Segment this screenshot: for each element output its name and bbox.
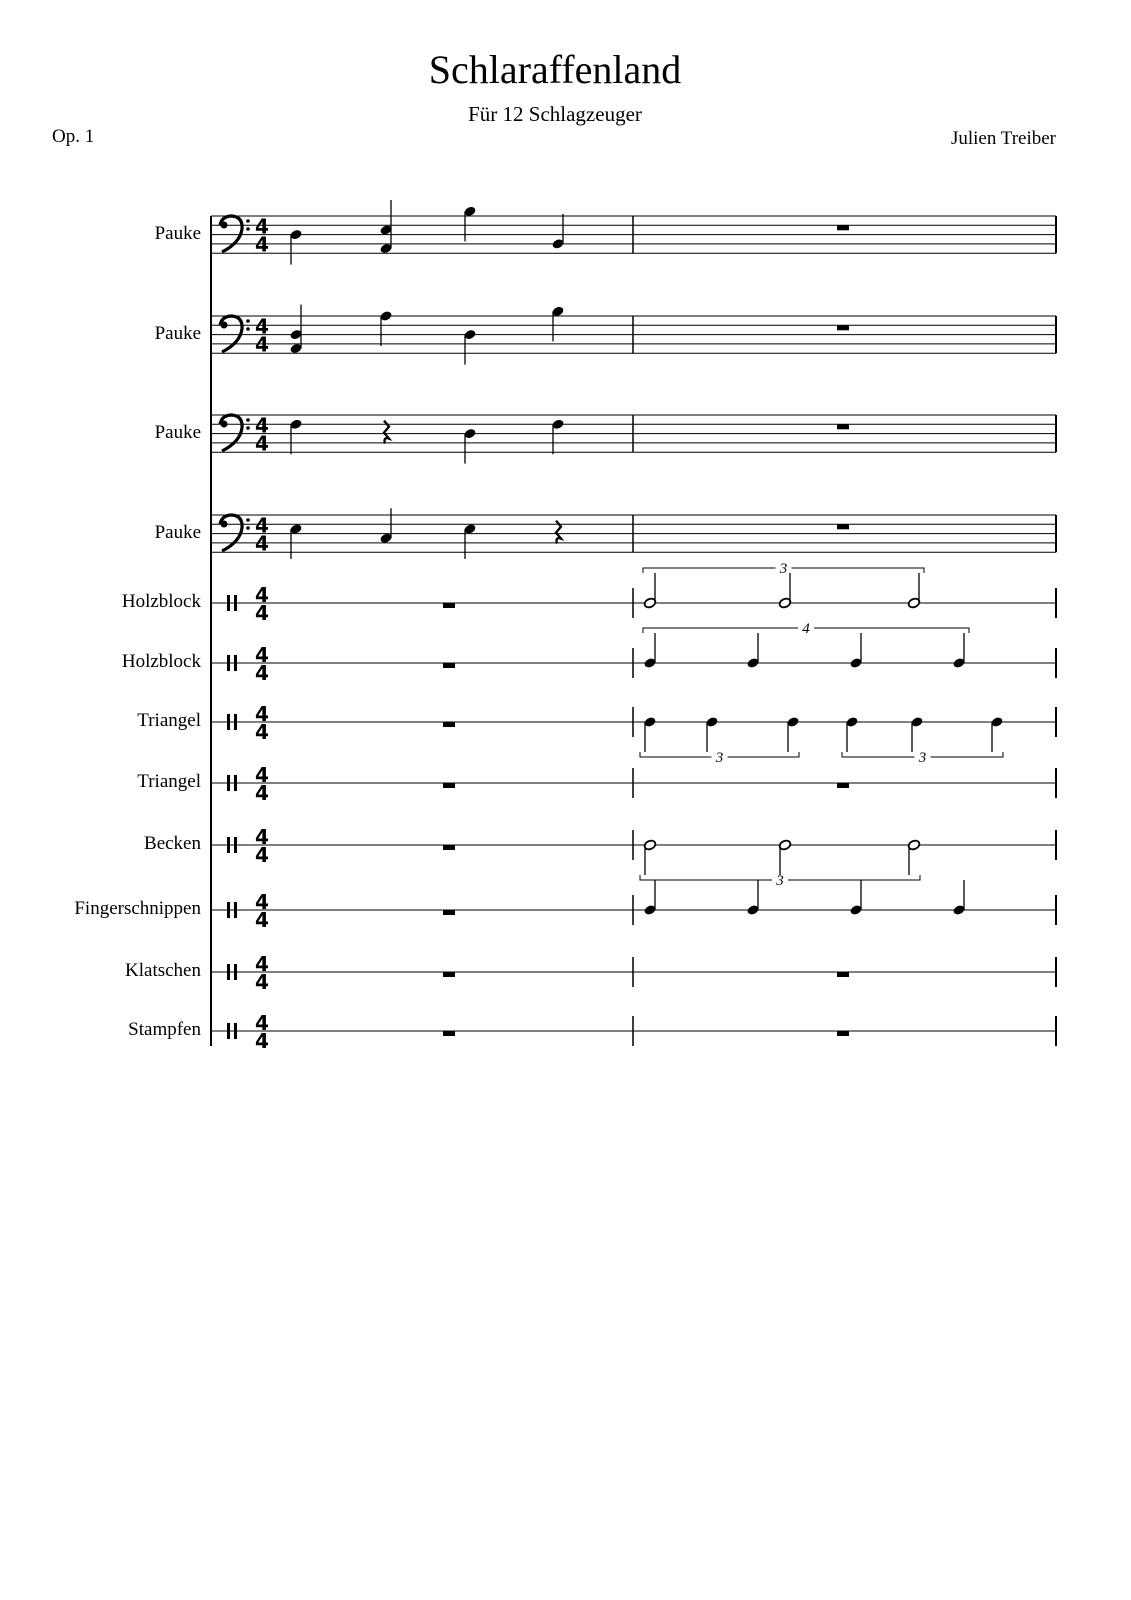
whole-rest (443, 972, 455, 977)
instrument-name: Pauke (154, 521, 201, 543)
time-signature-denominator: 4 (255, 720, 269, 744)
bass-clef-dot (221, 521, 228, 528)
percussion-clef-icon (227, 902, 230, 918)
whole-rest (837, 424, 849, 429)
time-signature-numerator: 4 (255, 702, 269, 726)
staff-5 (211, 561, 1056, 625)
score-subtitle: Für 12 Schlagzeuger (468, 102, 642, 126)
time-signature-numerator: 4 (255, 314, 269, 339)
time-signature-numerator: 4 (255, 643, 269, 667)
staff-10 (211, 880, 1056, 932)
tuplet-number: 3 (779, 561, 788, 577)
instrument-name: Becken (144, 833, 201, 854)
time-signature-numerator: 4 (255, 1011, 269, 1035)
percussion-clef-icon (234, 902, 237, 918)
time-signature-denominator: 4 (255, 661, 269, 685)
staff-3 (211, 414, 1056, 464)
bass-clef-icon (220, 316, 242, 352)
percussion-clef-icon (227, 837, 230, 853)
time-signature-numerator: 4 (255, 952, 269, 976)
time-signature-denominator: 4 (255, 843, 269, 867)
percussion-clef-icon (227, 655, 230, 671)
instrument-name: Stampfen (128, 1019, 201, 1040)
time-signature-numerator: 4 (255, 214, 269, 239)
time-signature-denominator: 4 (255, 781, 269, 805)
tuplet-number: 3 (776, 873, 784, 889)
whole-rest (443, 663, 455, 668)
percussion-clef-icon (227, 964, 230, 980)
percussion-clef-icon (227, 1023, 230, 1039)
percussion-clef-icon (234, 775, 237, 791)
score-title: Schlaraffenland (428, 47, 682, 92)
time-signature-numerator: 4 (255, 825, 269, 849)
whole-rest (837, 325, 849, 330)
percussion-clef-icon (234, 655, 237, 671)
time-signature-denominator: 4 (255, 531, 269, 556)
instrument-name: Pauke (154, 421, 201, 443)
bass-clef-dot (246, 526, 250, 530)
time-signature-numerator: 4 (255, 513, 269, 538)
whole-rest (837, 972, 849, 977)
bass-clef-dot (221, 222, 228, 229)
staff-1 (211, 200, 1056, 265)
bass-clef-icon (220, 216, 242, 252)
percussion-clef-icon (227, 595, 230, 611)
staff-6 (211, 621, 1056, 685)
staff-11 (211, 952, 1056, 994)
time-signature-numerator: 4 (255, 890, 269, 914)
instrument-name: Fingerschnippen (74, 898, 201, 919)
tuplet-number: 3 (715, 750, 724, 766)
staff-12 (211, 1011, 1056, 1053)
whole-rest (443, 603, 455, 608)
instrument-name: Klatschen (125, 960, 201, 981)
whole-rest (837, 1031, 849, 1036)
bass-clef-icon (220, 515, 242, 551)
staff-7 (211, 702, 1056, 766)
staff-2 (211, 305, 1056, 365)
instrument-name: Triangel (137, 771, 201, 792)
percussion-clef-icon (234, 1023, 237, 1039)
bass-clef-dot (246, 426, 250, 430)
time-signature-denominator: 4 (255, 601, 269, 625)
time-signature-denominator: 4 (255, 431, 269, 456)
bass-clef-dot (246, 327, 250, 331)
time-signature-numerator: 4 (255, 583, 269, 607)
whole-rest (443, 1031, 455, 1036)
percussion-clef-icon (234, 714, 237, 730)
whole-rest (443, 910, 455, 915)
bass-clef-dot (221, 322, 228, 329)
staff-4 (211, 508, 1056, 559)
time-signature-denominator: 4 (255, 1029, 269, 1053)
staff-9 (211, 825, 1056, 889)
whole-rest (443, 722, 455, 727)
bass-clef-dot (246, 418, 250, 422)
whole-rest (837, 225, 849, 230)
tuplet-number: 4 (802, 621, 810, 637)
bass-clef-icon (220, 415, 242, 451)
staff-8 (211, 763, 1056, 805)
bass-clef-dot (221, 421, 228, 428)
time-signature-numerator: 4 (255, 763, 269, 787)
instrument-name: Pauke (154, 322, 201, 344)
bass-clef-dot (246, 227, 250, 231)
instrument-name: Holzblock (121, 591, 201, 612)
whole-rest (443, 783, 455, 788)
bass-clef-dot (246, 219, 250, 223)
composer-name: Julien Treiber (950, 128, 1056, 149)
opus-number: Op. 1 (52, 126, 95, 147)
tuplet-number: 3 (918, 750, 927, 766)
whole-rest (443, 845, 455, 850)
percussion-clef-icon (234, 595, 237, 611)
bass-clef-dot (246, 319, 250, 323)
instrument-name: Triangel (137, 710, 201, 731)
percussion-clef-icon (234, 837, 237, 853)
percussion-clef-icon (227, 714, 230, 730)
instrument-name: Holzblock (121, 651, 201, 672)
percussion-clef-icon (227, 775, 230, 791)
time-signature-denominator: 4 (255, 970, 269, 994)
bass-clef-dot (246, 518, 250, 522)
time-signature-denominator: 4 (255, 332, 269, 357)
percussion-clef-icon (234, 964, 237, 980)
time-signature-numerator: 4 (255, 413, 269, 438)
instrument-name: Pauke (154, 222, 201, 244)
time-signature-denominator: 4 (255, 908, 269, 932)
whole-rest (837, 783, 849, 788)
whole-rest (837, 524, 849, 529)
time-signature-denominator: 4 (255, 232, 269, 257)
